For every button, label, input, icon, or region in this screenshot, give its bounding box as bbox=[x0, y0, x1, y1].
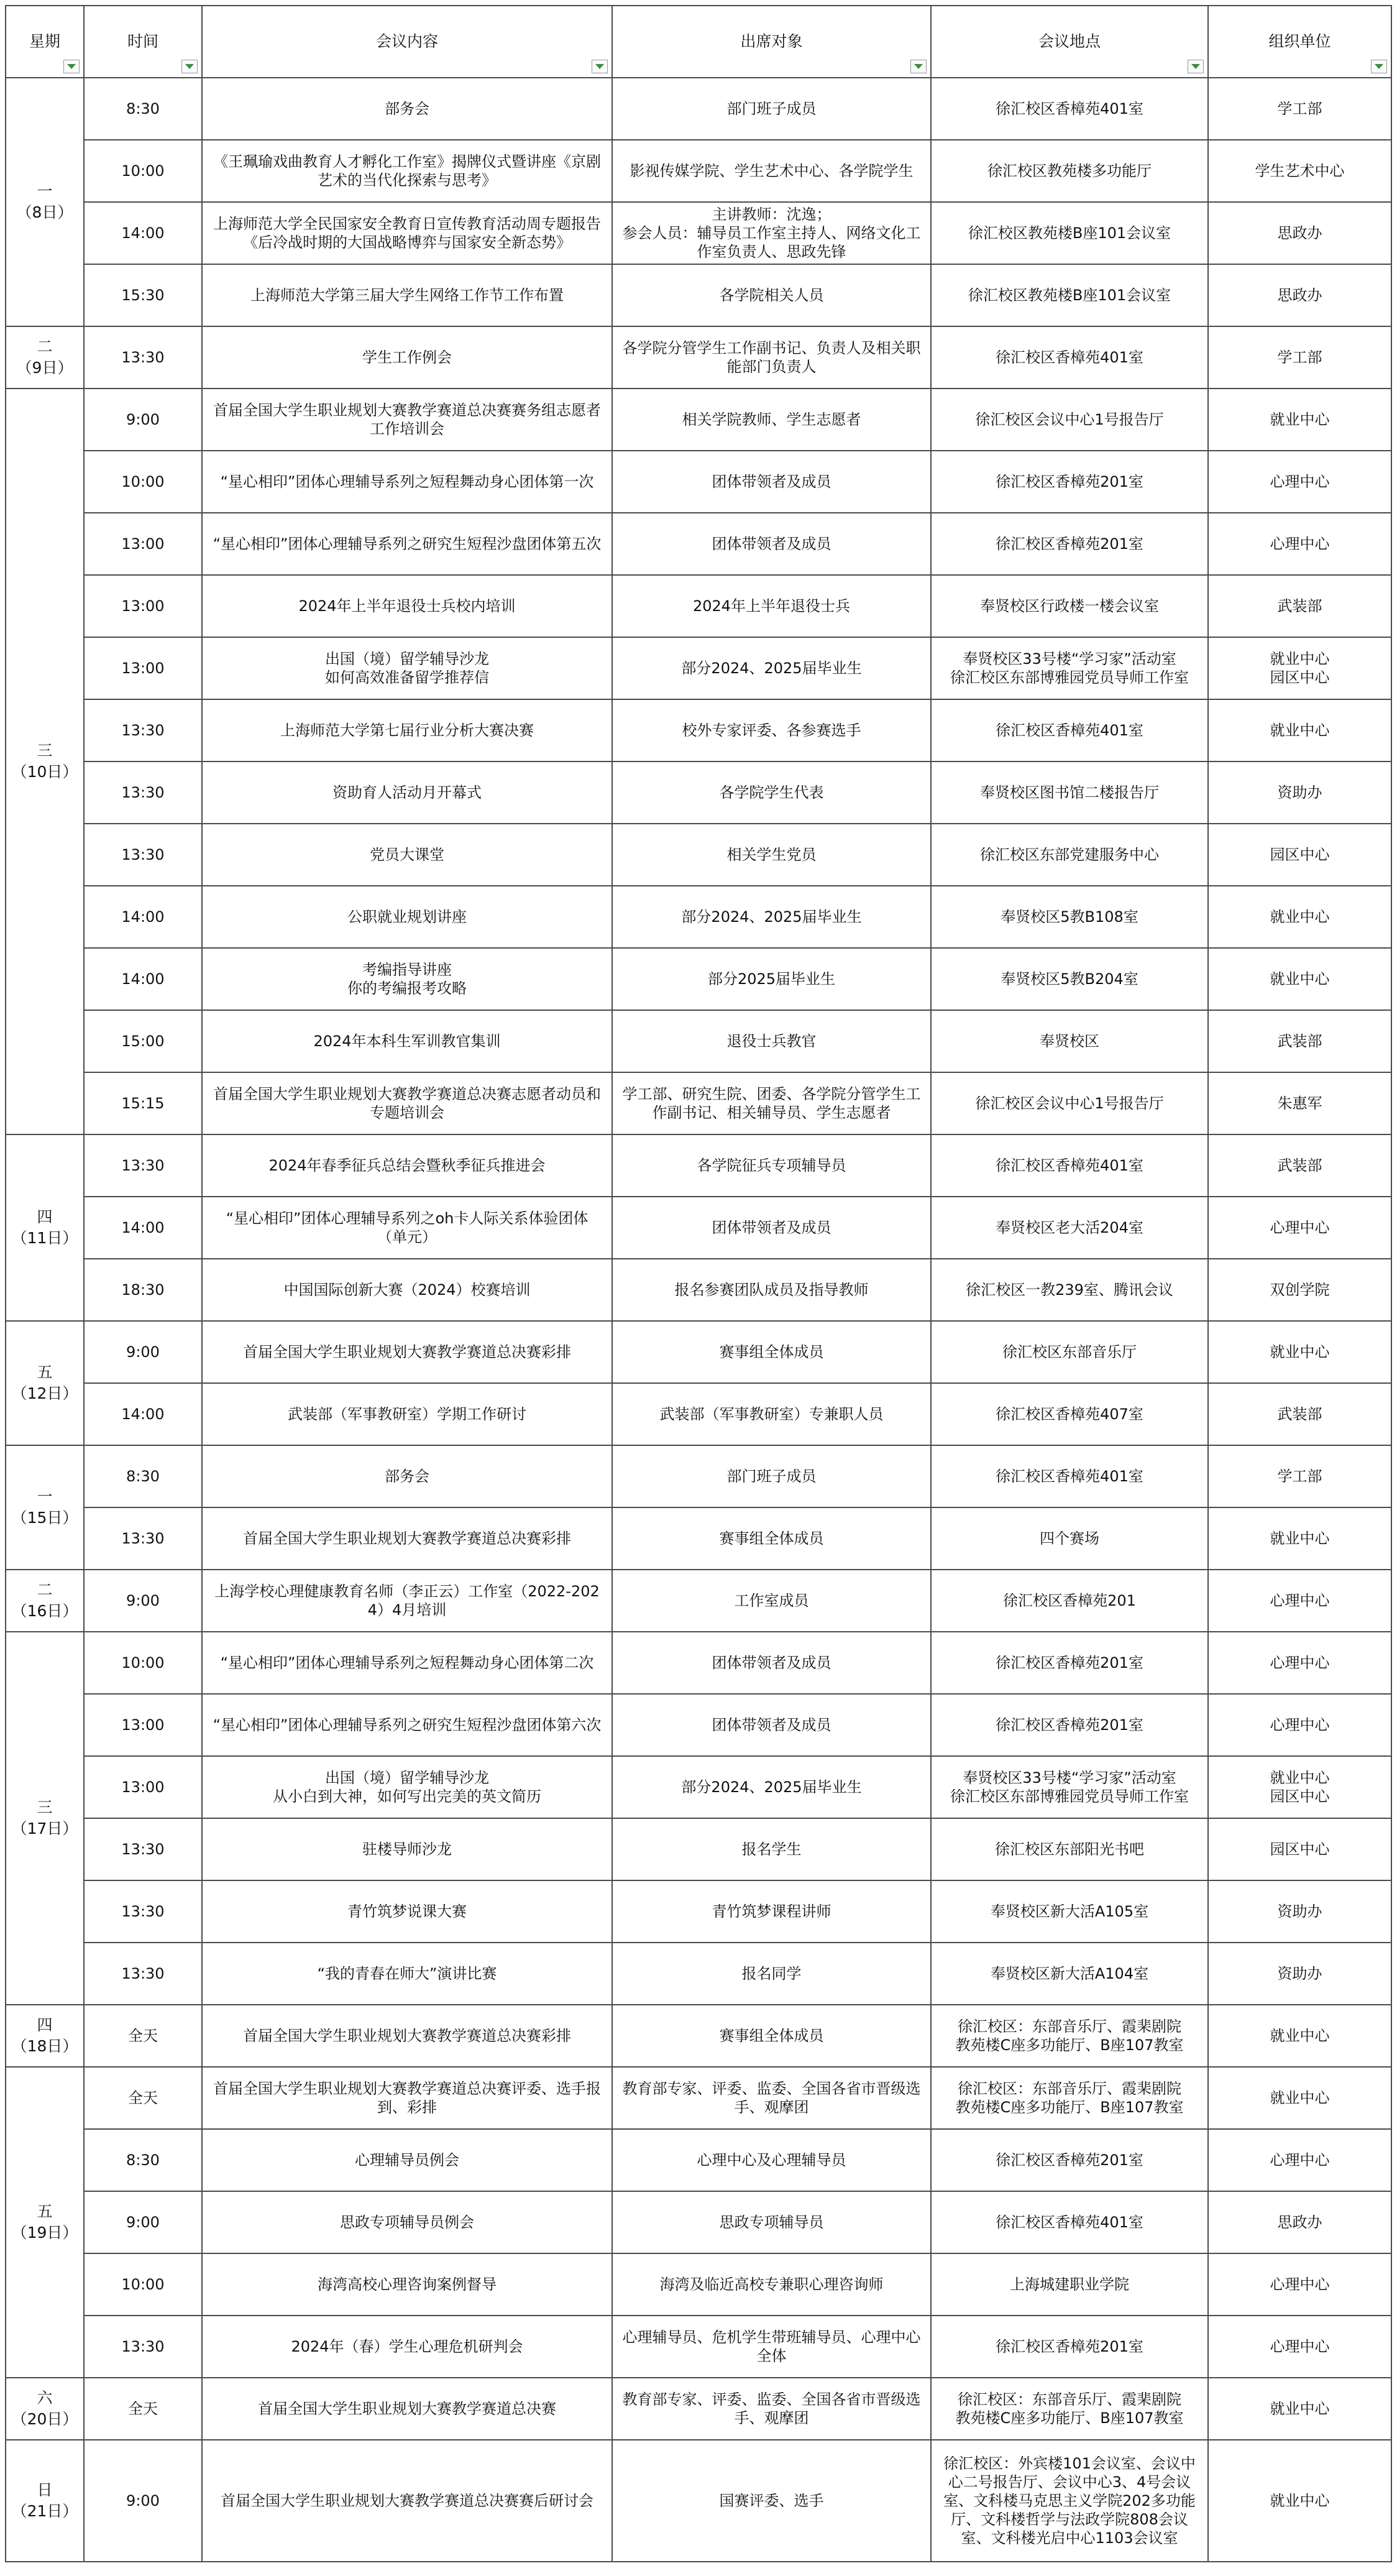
weekday-cell[interactable] bbox=[6, 1570, 84, 1632]
organizer-cell[interactable]: 就业中心 园区中心 bbox=[1208, 637, 1391, 699]
header-row bbox=[6, 6, 1391, 78]
weekday-cell[interactable] bbox=[6, 2378, 84, 2440]
content-cell[interactable]: 《王珮瑜戏曲教育人才孵化工作室》揭牌仪式暨讲座《京剧艺术的当代化探索与思考》 bbox=[202, 140, 612, 202]
time-cell[interactable]: 18:30 bbox=[84, 1259, 202, 1321]
location-cell[interactable]: 徐汇校区香樟苑401室 bbox=[931, 326, 1208, 389]
time-cell[interactable]: 14:00 bbox=[84, 202, 202, 264]
attendees-cell[interactable]: 思政专项辅导员 bbox=[612, 2191, 931, 2253]
content-cell[interactable]: 学生工作例会 bbox=[202, 326, 612, 389]
header-location-label: 会议地点 bbox=[1038, 32, 1101, 50]
attendees-cell[interactable]: 学工部、研究生院、团委、各学院分管学生工作副书记、相关辅导员、学生志愿者 bbox=[612, 1072, 931, 1134]
location-cell[interactable]: 奉贤校区33号楼“学习家”活动室 徐汇校区东部博雅园党员导师工作室 bbox=[931, 1756, 1208, 1818]
table-row bbox=[6, 1072, 1391, 1134]
table-row bbox=[6, 699, 1391, 761]
table-row bbox=[6, 2316, 1391, 2378]
content-cell[interactable]: 思政专项辅导员例会 bbox=[202, 2191, 612, 2253]
content-cell[interactable]: 2024年上半年退役士兵校内培训 bbox=[202, 575, 612, 637]
meeting-schedule-table bbox=[5, 5, 1392, 2562]
location-cell[interactable]: 徐汇校区香樟苑201室 bbox=[931, 2316, 1208, 2378]
organizer-cell[interactable]: 心理中心 bbox=[1208, 1632, 1391, 1694]
weekday-cell[interactable] bbox=[6, 2005, 84, 2067]
attendees-cell[interactable]: 各学院相关人员 bbox=[612, 264, 931, 326]
location-cell[interactable]: 徐汇校区会议中心1号报告厅 bbox=[931, 389, 1208, 451]
time-cell[interactable]: 10:00 bbox=[84, 140, 202, 202]
content-cell[interactable]: 中国国际创新大赛（2024）校赛培训 bbox=[202, 1259, 612, 1321]
time-cell[interactable]: 13:00 bbox=[84, 637, 202, 699]
content-cell[interactable]: 部务会 bbox=[202, 78, 612, 140]
content-cell[interactable]: 首届全国大学生职业规划大赛教学赛道总决赛彩排 bbox=[202, 1507, 612, 1570]
time-cell[interactable]: 8:30 bbox=[84, 2129, 202, 2191]
content-cell[interactable]: 青竹筑梦说课大赛 bbox=[202, 1880, 612, 1943]
content-cell[interactable]: 首届全国大学生职业规划大赛教学赛道总决赛评委、选手报到、彩排 bbox=[202, 2067, 612, 2129]
organizer-cell[interactable]: 心理中心 bbox=[1208, 2253, 1391, 2316]
filter-dropdown-icon[interactable] bbox=[592, 60, 608, 73]
location-cell[interactable]: 徐汇校区香樟苑201室 bbox=[931, 451, 1208, 513]
header-organizer[interactable] bbox=[1208, 6, 1391, 78]
time-cell[interactable]: 13:30 bbox=[84, 1134, 202, 1197]
attendees-cell[interactable]: 工作室成员 bbox=[612, 1570, 931, 1632]
location-cell[interactable]: 奉贤校区老大活204室 bbox=[931, 1197, 1208, 1259]
organizer-cell[interactable]: 园区中心 bbox=[1208, 1818, 1391, 1880]
time-cell[interactable]: 全天 bbox=[84, 2067, 202, 2129]
location-cell[interactable]: 徐汇校区东部音乐厅 bbox=[931, 1321, 1208, 1383]
organizer-cell[interactable]: 就业中心 bbox=[1208, 1321, 1391, 1383]
content-cell[interactable]: 考编指导讲座 你的考编报考攻略 bbox=[202, 948, 612, 1010]
header-attendees[interactable] bbox=[612, 6, 931, 78]
content-cell[interactable]: 出国（境）留学辅导沙龙 如何高效准备留学推荐信 bbox=[202, 637, 612, 699]
organizer-cell[interactable]: 心理中心 bbox=[1208, 513, 1391, 575]
attendees-cell[interactable]: 心理中心及心理辅导员 bbox=[612, 2129, 931, 2191]
attendees-cell[interactable]: 教育部专家、评委、监委、全国各省市晋级选手、观摩团 bbox=[612, 2067, 931, 2129]
header-weekday[interactable] bbox=[6, 6, 84, 78]
time-cell[interactable]: 10:00 bbox=[84, 2253, 202, 2316]
time-cell[interactable]: 8:30 bbox=[84, 1445, 202, 1507]
organizer-cell[interactable]: 武装部 bbox=[1208, 1383, 1391, 1445]
location-cell[interactable]: 徐汇校区香樟苑401室 bbox=[931, 78, 1208, 140]
content-cell[interactable]: “星心相印”团体心理辅导系列之短程舞动身心团体第二次 bbox=[202, 1632, 612, 1694]
time-cell[interactable]: 13:30 bbox=[84, 2316, 202, 2378]
header-organizer-label: 组织单位 bbox=[1268, 32, 1331, 50]
attendees-cell[interactable]: 报名参赛团队成员及指导教师 bbox=[612, 1259, 931, 1321]
time-cell[interactable]: 13:00 bbox=[84, 1694, 202, 1756]
attendees-cell[interactable]: 部门班子成员 bbox=[612, 78, 931, 140]
time-cell[interactable]: 9:00 bbox=[84, 1321, 202, 1383]
content-cell[interactable]: 首届全国大学生职业规划大赛教学赛道总决赛志愿者动员和专题培训会 bbox=[202, 1072, 612, 1134]
table-row bbox=[6, 140, 1391, 202]
date-label: （15日） bbox=[11, 1509, 78, 1527]
table-row bbox=[6, 1259, 1391, 1321]
location-cell[interactable]: 徐汇校区香樟苑401室 bbox=[931, 1134, 1208, 1197]
time-cell[interactable]: 13:30 bbox=[84, 761, 202, 824]
table-row bbox=[6, 1943, 1391, 2005]
organizer-cell[interactable]: 朱惠军 bbox=[1208, 1072, 1391, 1134]
organizer-cell[interactable]: 心理中心 bbox=[1208, 451, 1391, 513]
filter-dropdown-icon[interactable] bbox=[910, 60, 927, 73]
table-row bbox=[6, 1321, 1391, 1383]
table-row bbox=[6, 2440, 1391, 2562]
time-cell[interactable]: 15:30 bbox=[84, 264, 202, 326]
organizer-cell[interactable]: 就业中心 bbox=[1208, 2067, 1391, 2129]
time-cell[interactable]: 13:00 bbox=[84, 575, 202, 637]
location-cell[interactable]: 徐汇校区会议中心1号报告厅 bbox=[931, 1072, 1208, 1134]
content-cell[interactable]: 上海师范大学第三届大学生网络工作节工作布置 bbox=[202, 264, 612, 326]
time-cell[interactable]: 全天 bbox=[84, 2005, 202, 2067]
weekday-label: 三 bbox=[37, 742, 53, 760]
weekday-cell[interactable] bbox=[6, 1321, 84, 1445]
header-weekday-label: 星期 bbox=[29, 32, 60, 50]
location-cell[interactable]: 徐汇校区香樟苑201室 bbox=[931, 513, 1208, 575]
time-cell[interactable]: 全天 bbox=[84, 2378, 202, 2440]
header-content-label: 会议内容 bbox=[375, 32, 438, 50]
content-cell[interactable]: 心理辅导员例会 bbox=[202, 2129, 612, 2191]
location-cell[interactable]: 徐汇校区教苑楼多功能厅 bbox=[931, 140, 1208, 202]
organizer-cell[interactable]: 学工部 bbox=[1208, 326, 1391, 389]
table-row bbox=[6, 575, 1391, 637]
organizer-cell[interactable]: 就业中心 bbox=[1208, 2005, 1391, 2067]
filter-dropdown-icon[interactable] bbox=[1371, 60, 1387, 73]
attendees-cell[interactable]: 青竹筑梦课程讲师 bbox=[612, 1880, 931, 1943]
weekday-cell[interactable] bbox=[6, 78, 84, 326]
table-row bbox=[6, 513, 1391, 575]
time-cell[interactable]: 10:00 bbox=[84, 451, 202, 513]
table-row bbox=[6, 2253, 1391, 2316]
content-cell[interactable]: “星心相印”团体心理辅导系列之研究生短程沙盘团体第五次 bbox=[202, 513, 612, 575]
content-cell[interactable]: 海湾高校心理咨询案例督导 bbox=[202, 2253, 612, 2316]
attendees-cell[interactable]: 海湾及临近高校专兼职心理咨询师 bbox=[612, 2253, 931, 2316]
location-cell[interactable]: 徐汇校区香樟苑401室 bbox=[931, 2191, 1208, 2253]
attendees-cell[interactable]: 部分2025届毕业生 bbox=[612, 948, 931, 1010]
weekday-label: 三 bbox=[37, 1798, 53, 1816]
table-row bbox=[6, 1694, 1391, 1756]
table-row bbox=[6, 1818, 1391, 1880]
location-cell[interactable]: 徐汇校区东部阳光书吧 bbox=[931, 1818, 1208, 1880]
time-cell[interactable]: 13:30 bbox=[84, 1818, 202, 1880]
filter-dropdown-icon[interactable] bbox=[181, 60, 198, 73]
attendees-cell[interactable]: 团体带领者及成员 bbox=[612, 1694, 931, 1756]
table-row bbox=[6, 1507, 1391, 1570]
time-cell[interactable]: 9:00 bbox=[84, 2191, 202, 2253]
content-cell[interactable]: 2024年春季征兵总结会暨秋季征兵推进会 bbox=[202, 1134, 612, 1197]
organizer-cell[interactable]: 心理中心 bbox=[1208, 2129, 1391, 2191]
attendees-cell[interactable]: 2024年上半年退役士兵 bbox=[612, 575, 931, 637]
organizer-cell[interactable]: 心理中心 bbox=[1208, 1570, 1391, 1632]
attendees-cell[interactable]: 国赛评委、选手 bbox=[612, 2440, 931, 2562]
content-cell[interactable]: 出国（境）留学辅导沙龙 从小白到大神，如何写出完美的英文简历 bbox=[202, 1756, 612, 1818]
date-label: （19日） bbox=[11, 2224, 78, 2242]
location-cell[interactable]: 奉贤校区5教B204室 bbox=[931, 948, 1208, 1010]
table-row bbox=[6, 1756, 1391, 1818]
table-row bbox=[6, 2067, 1391, 2129]
table-row bbox=[6, 761, 1391, 824]
table-row bbox=[6, 264, 1391, 326]
content-cell[interactable]: 公职就业规划讲座 bbox=[202, 886, 612, 948]
schedule-body bbox=[6, 78, 1391, 2562]
filter-dropdown-icon[interactable] bbox=[63, 60, 80, 73]
attendees-cell[interactable]: 部分2024、2025届毕业生 bbox=[612, 886, 931, 948]
table-row bbox=[6, 948, 1391, 1010]
weekday-cell[interactable] bbox=[6, 326, 84, 389]
time-cell[interactable]: 9:00 bbox=[84, 2440, 202, 2562]
table-row bbox=[6, 1010, 1391, 1072]
content-cell[interactable]: 首届全国大学生职业规划大赛教学赛道总决赛彩排 bbox=[202, 2005, 612, 2067]
content-cell[interactable]: 资助育人活动月开幕式 bbox=[202, 761, 612, 824]
table-row bbox=[6, 1445, 1391, 1507]
organizer-cell[interactable]: 思政办 bbox=[1208, 202, 1391, 264]
content-cell[interactable]: “我的青春在师大”演讲比赛 bbox=[202, 1943, 612, 2005]
table-row bbox=[6, 2129, 1391, 2191]
date-label: （16日） bbox=[11, 1602, 78, 1620]
weekday-label: 四 bbox=[37, 1208, 53, 1226]
weekday-label: 二 bbox=[37, 1581, 53, 1599]
time-cell[interactable]: 14:00 bbox=[84, 1197, 202, 1259]
time-cell[interactable]: 14:00 bbox=[84, 886, 202, 948]
location-cell[interactable]: 徐汇校区香樟苑201室 bbox=[931, 1694, 1208, 1756]
weekday-cell[interactable] bbox=[6, 2067, 84, 2378]
time-cell[interactable]: 13:30 bbox=[84, 326, 202, 389]
table-row bbox=[6, 1197, 1391, 1259]
location-cell[interactable]: 徐汇校区香樟苑201 bbox=[931, 1570, 1208, 1632]
organizer-cell[interactable]: 就业中心 bbox=[1208, 2440, 1391, 2562]
attendees-cell[interactable]: 部门班子成员 bbox=[612, 1445, 931, 1507]
attendees-cell[interactable]: 相关学生党员 bbox=[612, 824, 931, 886]
organizer-cell[interactable]: 就业中心 bbox=[1208, 2378, 1391, 2440]
organizer-cell[interactable]: 心理中心 bbox=[1208, 1694, 1391, 1756]
time-cell[interactable]: 13:30 bbox=[84, 1943, 202, 2005]
organizer-cell[interactable]: 资助办 bbox=[1208, 1943, 1391, 2005]
table-row bbox=[6, 1570, 1391, 1632]
date-label: （10日） bbox=[11, 763, 78, 781]
time-cell[interactable]: 13:00 bbox=[84, 513, 202, 575]
content-cell[interactable]: 首届全国大学生职业规划大赛教学赛道总决赛赛后研讨会 bbox=[202, 2440, 612, 2562]
table-row bbox=[6, 78, 1391, 140]
attendees-cell[interactable]: 心理辅导员、危机学生带班辅导员、心理中心全体 bbox=[612, 2316, 931, 2378]
attendees-cell[interactable]: 团体带领者及成员 bbox=[612, 1632, 931, 1694]
attendees-cell[interactable]: 团体带领者及成员 bbox=[612, 1197, 931, 1259]
date-label: （21日） bbox=[11, 2502, 78, 2520]
date-label: （20日） bbox=[11, 2410, 78, 2428]
content-cell[interactable]: 党员大课堂 bbox=[202, 824, 612, 886]
time-cell[interactable]: 13:30 bbox=[84, 824, 202, 886]
location-cell[interactable]: 上海城建职业学院 bbox=[931, 2253, 1208, 2316]
time-cell[interactable]: 9:00 bbox=[84, 389, 202, 451]
weekday-label: 二 bbox=[37, 338, 53, 356]
header-content[interactable] bbox=[202, 6, 612, 78]
table-row bbox=[6, 2378, 1391, 2440]
organizer-cell[interactable]: 思政办 bbox=[1208, 2191, 1391, 2253]
location-cell[interactable]: 奉贤校区图书馆二楼报告厅 bbox=[931, 761, 1208, 824]
schedule-sheet bbox=[5, 5, 1392, 2562]
organizer-cell[interactable]: 园区中心 bbox=[1208, 824, 1391, 886]
table-row bbox=[6, 1383, 1391, 1445]
location-cell[interactable]: 徐汇校区教苑楼B座101会议室 bbox=[931, 264, 1208, 326]
content-cell[interactable]: “星心相印”团体心理辅导系列之oh卡人际关系体验团体（单元） bbox=[202, 1197, 612, 1259]
attendees-cell[interactable]: 赛事组全体成员 bbox=[612, 2005, 931, 2067]
time-cell[interactable]: 13:30 bbox=[84, 699, 202, 761]
organizer-cell[interactable]: 武装部 bbox=[1208, 1134, 1391, 1197]
header-attendees-label: 出席对象 bbox=[740, 32, 803, 50]
attendees-cell[interactable]: 部分2024、2025届毕业生 bbox=[612, 637, 931, 699]
attendees-cell[interactable]: 各学院学生代表 bbox=[612, 761, 931, 824]
table-row bbox=[6, 1134, 1391, 1197]
table-row bbox=[6, 389, 1391, 451]
header-location[interactable] bbox=[931, 6, 1208, 78]
attendees-cell[interactable]: 相关学院教师、学生志愿者 bbox=[612, 389, 931, 451]
date-label: （9日） bbox=[16, 359, 73, 377]
location-cell[interactable]: 徐汇校区：东部音乐厅、霞棐剧院 教苑楼C座多功能厅、B座107教室 bbox=[931, 2378, 1208, 2440]
time-cell[interactable]: 14:00 bbox=[84, 1383, 202, 1445]
attendees-cell[interactable]: 教育部专家、评委、监委、全国各省市晋级选手、观摩团 bbox=[612, 2378, 931, 2440]
table-row bbox=[6, 637, 1391, 699]
attendees-cell[interactable]: 主讲教师：沈逸； 参会人员：辅导员工作室主持人、网络文化工作室负责人、思政先锋 bbox=[612, 202, 931, 264]
time-cell[interactable]: 14:00 bbox=[84, 948, 202, 1010]
weekday-label: 四 bbox=[37, 2016, 53, 2034]
time-cell[interactable]: 8:30 bbox=[84, 78, 202, 140]
date-label: （17日） bbox=[11, 1819, 78, 1838]
date-label: （11日） bbox=[11, 1229, 78, 1247]
location-cell[interactable]: 奉贤校区行政楼一楼会议室 bbox=[931, 575, 1208, 637]
date-label: （8日） bbox=[16, 203, 73, 221]
attendees-cell[interactable]: 赛事组全体成员 bbox=[612, 1507, 931, 1570]
weekday-cell[interactable] bbox=[6, 2440, 84, 2562]
weekday-label: 五 bbox=[37, 2202, 53, 2220]
location-cell[interactable]: 徐汇校区一教239室、腾讯会议 bbox=[931, 1259, 1208, 1321]
organizer-cell[interactable]: 心理中心 bbox=[1208, 1197, 1391, 1259]
weekday-cell[interactable] bbox=[6, 1445, 84, 1570]
content-cell[interactable]: 驻楼导师沙龙 bbox=[202, 1818, 612, 1880]
table-row bbox=[6, 1880, 1391, 1943]
location-cell[interactable]: 徐汇校区香樟苑201室 bbox=[931, 2129, 1208, 2191]
location-cell[interactable]: 徐汇校区香樟苑407室 bbox=[931, 1383, 1208, 1445]
header-time-label: 时间 bbox=[127, 32, 158, 50]
organizer-cell[interactable]: 学工部 bbox=[1208, 1445, 1391, 1507]
weekday-label: 一 bbox=[37, 1488, 53, 1506]
attendees-cell[interactable]: 团体带领者及成员 bbox=[612, 451, 931, 513]
location-cell[interactable]: 徐汇校区教苑楼B座101会议室 bbox=[931, 202, 1208, 264]
location-cell[interactable]: 徐汇校区：东部音乐厅、霞棐剧院 教苑楼C座多功能厅、B座107教室 bbox=[931, 2067, 1208, 2129]
content-cell[interactable]: 上海师范大学全民国家安全教育日宣传教育活动周专题报告《后冷战时期的大国战略博弈与国家安全新态势》 bbox=[202, 202, 612, 264]
table-row bbox=[6, 2191, 1391, 2253]
weekday-cell[interactable] bbox=[6, 1632, 84, 2005]
attendees-cell[interactable]: 武装部（军事教研室）专兼职人员 bbox=[612, 1383, 931, 1445]
organizer-cell[interactable]: 武装部 bbox=[1208, 1010, 1391, 1072]
time-cell[interactable]: 13:30 bbox=[84, 1507, 202, 1570]
content-cell[interactable]: 首届全国大学生职业规划大赛教学赛道总决赛 bbox=[202, 2378, 612, 2440]
content-cell[interactable]: 武装部（军事教研室）学期工作研讨 bbox=[202, 1383, 612, 1445]
content-cell[interactable]: 2024年（春）学生心理危机研判会 bbox=[202, 2316, 612, 2378]
filter-dropdown-icon[interactable] bbox=[1188, 60, 1204, 73]
content-cell[interactable]: “星心相印”团体心理辅导系列之短程舞动身心团体第一次 bbox=[202, 451, 612, 513]
location-cell[interactable]: 徐汇校区香樟苑401室 bbox=[931, 1445, 1208, 1507]
organizer-cell[interactable]: 资助办 bbox=[1208, 1880, 1391, 1943]
location-cell[interactable]: 徐汇校区：东部音乐厅、霞棐剧院 教苑楼C座多功能厅、B座107教室 bbox=[931, 2005, 1208, 2067]
attendees-cell[interactable]: 团体带领者及成员 bbox=[612, 513, 931, 575]
weekday-label: 五 bbox=[37, 1363, 53, 1381]
organizer-cell[interactable]: 学工部 bbox=[1208, 78, 1391, 140]
organizer-cell[interactable]: 就业中心 bbox=[1208, 1507, 1391, 1570]
organizer-cell[interactable]: 思政办 bbox=[1208, 264, 1391, 326]
organizer-cell[interactable]: 双创学院 bbox=[1208, 1259, 1391, 1321]
time-cell[interactable]: 9:00 bbox=[84, 1570, 202, 1632]
content-cell[interactable]: 首届全国大学生职业规划大赛教学赛道总决赛彩排 bbox=[202, 1321, 612, 1383]
table-row bbox=[6, 1632, 1391, 1694]
time-cell[interactable]: 13:30 bbox=[84, 1880, 202, 1943]
time-cell[interactable]: 13:00 bbox=[84, 1756, 202, 1818]
weekday-cell[interactable] bbox=[6, 1134, 84, 1321]
weekday-label: 六 bbox=[37, 2389, 53, 2407]
location-cell[interactable]: 徐汇校区东部党建服务中心 bbox=[931, 824, 1208, 886]
location-cell[interactable]: 奉贤校区新大活A104室 bbox=[931, 1943, 1208, 2005]
weekday-cell[interactable] bbox=[6, 389, 84, 1134]
table-row bbox=[6, 326, 1391, 389]
table-row bbox=[6, 824, 1391, 886]
content-cell[interactable]: 2024年本科生军训教官集训 bbox=[202, 1010, 612, 1072]
header-time[interactable] bbox=[84, 6, 202, 78]
attendees-cell[interactable]: 退役士兵教官 bbox=[612, 1010, 931, 1072]
location-cell[interactable]: 徐汇校区香樟苑201室 bbox=[931, 1632, 1208, 1694]
location-cell[interactable]: 四个赛场 bbox=[931, 1507, 1208, 1570]
attendees-cell[interactable]: 部分2024、2025届毕业生 bbox=[612, 1756, 931, 1818]
table-row bbox=[6, 2005, 1391, 2067]
attendees-cell[interactable]: 赛事组全体成员 bbox=[612, 1321, 931, 1383]
organizer-cell[interactable]: 就业中心 园区中心 bbox=[1208, 1756, 1391, 1818]
attendees-cell[interactable]: 报名同学 bbox=[612, 1943, 931, 2005]
attendees-cell[interactable]: 报名学生 bbox=[612, 1818, 931, 1880]
attendees-cell[interactable]: 校外专家评委、各参赛选手 bbox=[612, 699, 931, 761]
content-cell[interactable]: “星心相印”团体心理辅导系列之研究生短程沙盘团体第六次 bbox=[202, 1694, 612, 1756]
content-cell[interactable]: 上海学校心理健康教育名师（李正云）工作室（2022-2024）4月培训 bbox=[202, 1570, 612, 1632]
table-row bbox=[6, 202, 1391, 264]
attendees-cell[interactable]: 各学院征兵专项辅导员 bbox=[612, 1134, 931, 1197]
organizer-cell[interactable]: 心理中心 bbox=[1208, 2316, 1391, 2378]
date-label: （18日） bbox=[11, 2037, 78, 2055]
organizer-cell[interactable]: 学生艺术中心 bbox=[1208, 140, 1391, 202]
organizer-cell[interactable]: 就业中心 bbox=[1208, 389, 1391, 451]
location-cell[interactable]: 奉贤校区 bbox=[931, 1010, 1208, 1072]
weekday-label: 日 bbox=[37, 2481, 53, 2499]
content-cell[interactable]: 首届全国大学生职业规划大赛教学赛道总决赛赛务组志愿者工作培训会 bbox=[202, 389, 612, 451]
table-row bbox=[6, 886, 1391, 948]
attendees-cell[interactable]: 影视传媒学院、学生艺术中心、各学院学生 bbox=[612, 140, 931, 202]
time-cell[interactable]: 15:15 bbox=[84, 1072, 202, 1134]
attendees-cell[interactable]: 各学院分管学生工作副书记、负责人及相关职能部门负责人 bbox=[612, 326, 931, 389]
content-cell[interactable]: 部务会 bbox=[202, 1445, 612, 1507]
organizer-cell[interactable]: 就业中心 bbox=[1208, 948, 1391, 1010]
organizer-cell[interactable]: 就业中心 bbox=[1208, 699, 1391, 761]
organizer-cell[interactable]: 资助办 bbox=[1208, 761, 1391, 824]
date-label: （12日） bbox=[11, 1384, 78, 1402]
location-cell[interactable]: 奉贤校区新大活A105室 bbox=[931, 1880, 1208, 1943]
location-cell[interactable]: 奉贤校区33号楼“学习家”活动室 徐汇校区东部博雅园党员导师工作室 bbox=[931, 637, 1208, 699]
time-cell[interactable]: 15:00 bbox=[84, 1010, 202, 1072]
organizer-cell[interactable]: 武装部 bbox=[1208, 575, 1391, 637]
organizer-cell[interactable]: 就业中心 bbox=[1208, 886, 1391, 948]
content-cell[interactable]: 上海师范大学第七届行业分析大赛决赛 bbox=[202, 699, 612, 761]
time-cell[interactable]: 10:00 bbox=[84, 1632, 202, 1694]
table-row bbox=[6, 451, 1391, 513]
location-cell[interactable]: 徐汇校区：外宾楼101会议室、会议中心二号报告厅、会议中心3、4号会议室、文科楼马克思主义学院202多功能厅、文科楼哲学与法政学院808会议室、文科楼光启中心1103会议室 bbox=[931, 2440, 1208, 2562]
location-cell[interactable]: 奉贤校区5教B108室 bbox=[931, 886, 1208, 948]
location-cell[interactable]: 徐汇校区香樟苑401室 bbox=[931, 699, 1208, 761]
weekday-label: 一 bbox=[37, 182, 53, 200]
